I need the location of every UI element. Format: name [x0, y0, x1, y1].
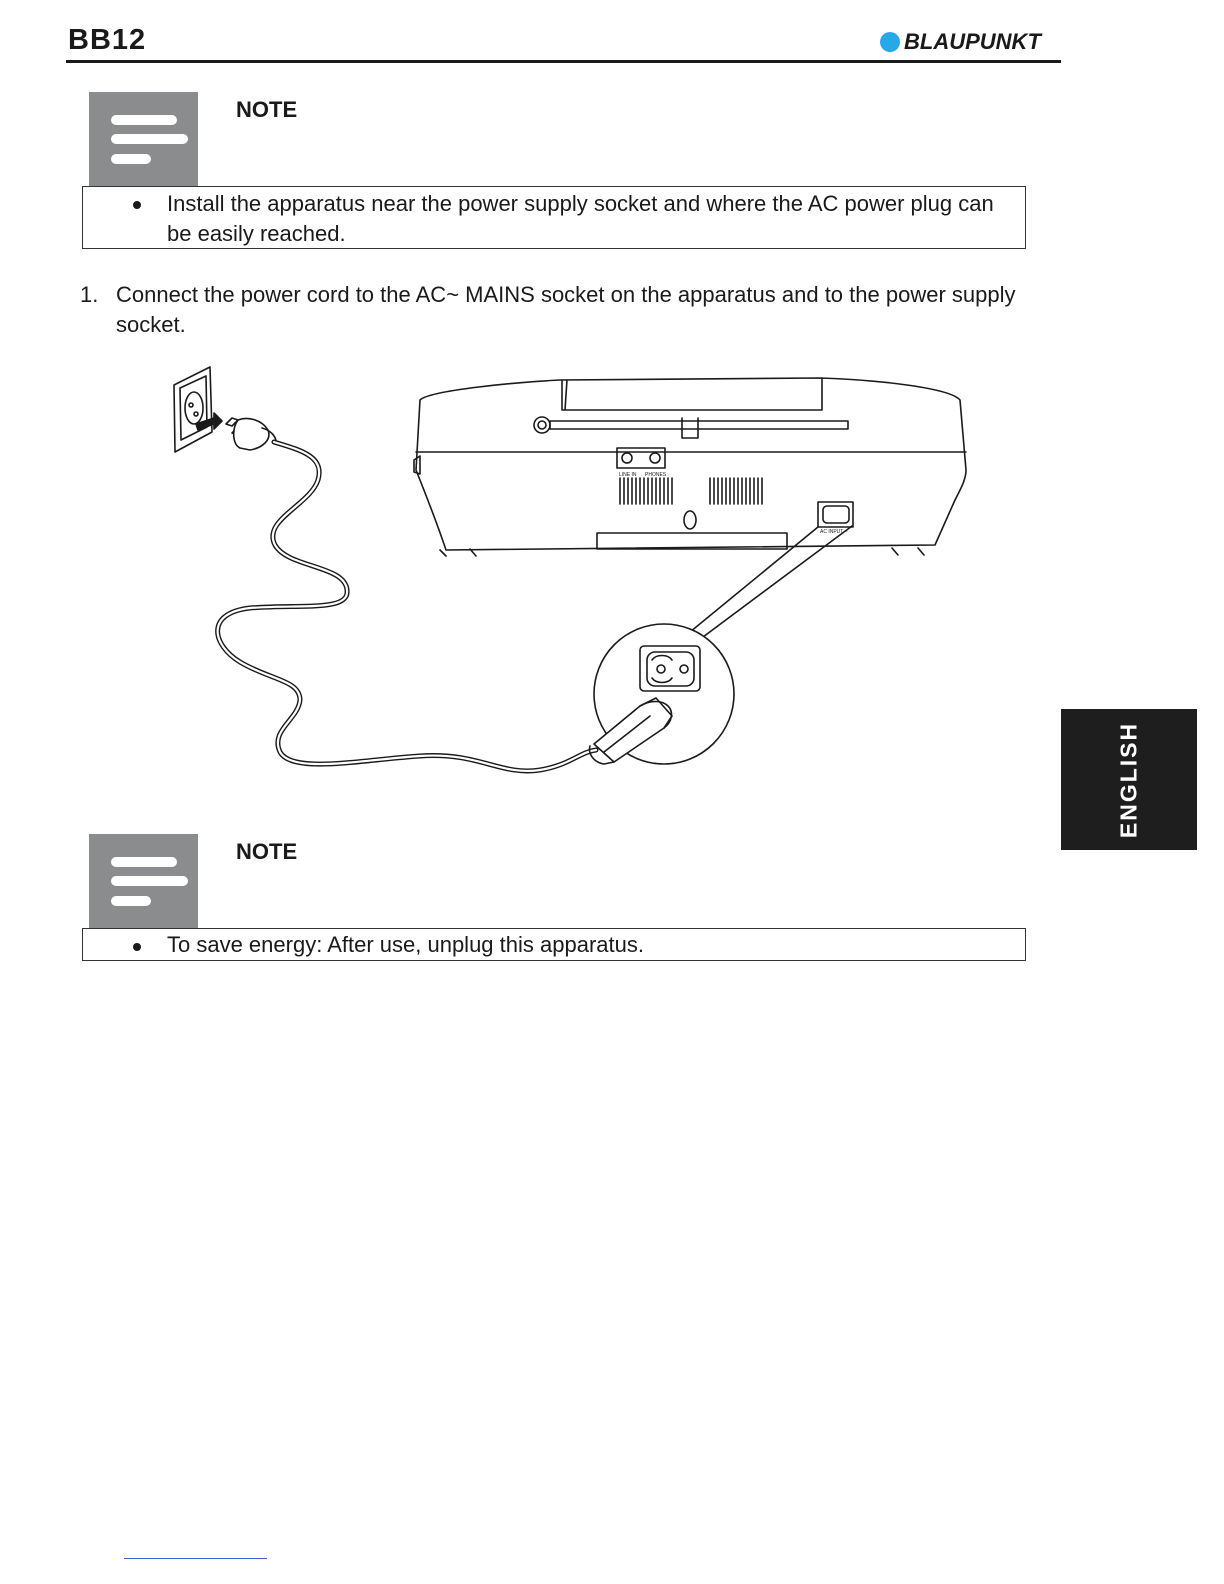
bullet: [133, 943, 141, 951]
step-number: 1.: [80, 282, 99, 307]
language-tab: [1061, 709, 1197, 850]
note-text: To save energy: After use, unplug this apparatus.: [167, 932, 644, 957]
line-in-label: LINE IN: [619, 472, 637, 478]
note-title: NOTE: [236, 97, 298, 122]
phones-label: PHONES: [645, 472, 667, 478]
ac-inlet-icon: [640, 646, 700, 691]
radio-rear-view: [414, 378, 966, 556]
ac-input-label: AC INPUT ~: [820, 529, 848, 535]
model-name: BB12: [68, 24, 147, 56]
note-title: NOTE: [236, 839, 298, 864]
note-box: [82, 928, 1026, 961]
note-icon: [89, 834, 198, 929]
step-text: Connect the power cord to the AC~ MAINS socket on the apparatus and to the power supply socket.: [116, 282, 1016, 337]
wall-plug-icon: [226, 418, 276, 450]
footer-rule: [124, 1558, 267, 1559]
language-label: ENGLISH: [1115, 721, 1142, 838]
note-text: Install the apparatus near the power supply socket and where the AC power plug can be easily reached.: [167, 191, 994, 246]
wall-socket-icon: [174, 367, 212, 452]
brand-name: BLAUPUNKT: [904, 29, 1041, 54]
